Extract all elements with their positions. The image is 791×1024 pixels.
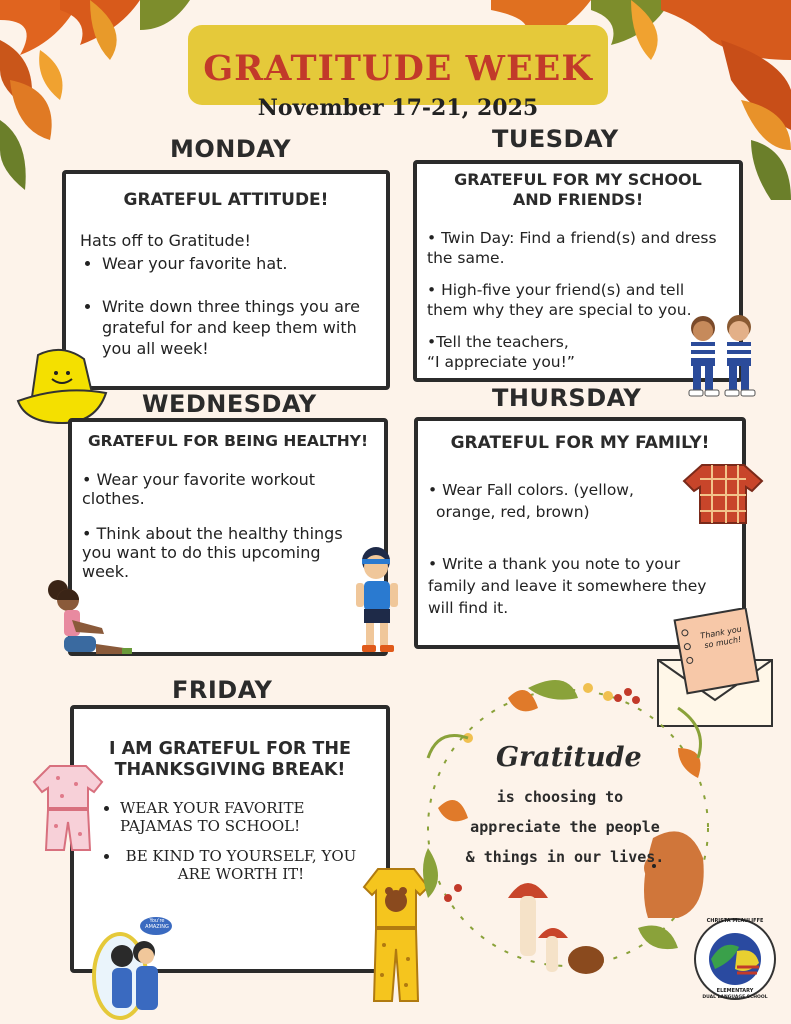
mirror-speech-bubble: You're AMAZING [145, 918, 169, 930]
thursday-label: THURSDAY [492, 384, 642, 412]
page-dates: November 17-21, 2025 [257, 95, 539, 121]
wednesday-heading: GRATEFUL FOR BEING HEALTHY! [87, 432, 369, 450]
monday-item-2: • Write down three things you are grateful for and keep them with you all week! [102, 296, 372, 359]
quote-line-1: is choosing to [496, 788, 624, 806]
friday-heading: I AM GRATEFUL FOR THE THANKSGIVING BREAK! [109, 739, 351, 780]
tuesday-label: TUESDAY [492, 125, 619, 153]
friday-label: FRIDAY [172, 676, 273, 704]
tuesday-item-2: • High-five your friend(s) and tell them why they are special to you. [427, 281, 692, 319]
monday-intro: Hats off to Gratitude! [80, 231, 251, 250]
tuesday-heading: GRATEFUL FOR MY SCHOOL AND FRIENDS! [454, 170, 702, 209]
quote-line-2: appreciate the people [470, 818, 660, 836]
girl-sitting-icon [42, 578, 134, 658]
page-title: GRATITUDE WEEK [203, 48, 593, 89]
boy-athlete-icon [350, 545, 408, 657]
monday-label: MONDAY [170, 135, 291, 163]
monday-box [62, 170, 390, 390]
thursday-item-2: orange, red, brown) [436, 503, 590, 521]
thursday-item-3: • Write a thank you note to your family and leave it somewhere they will find it. [428, 555, 707, 617]
plaid-shirt-icon [682, 461, 764, 525]
monday-item-1: • Wear your favorite hat. [102, 253, 372, 274]
wednesday-label: WEDNESDAY [142, 390, 317, 418]
quote-line-3: & things in our lives. [465, 848, 665, 866]
friday-item-1: • WEAR YOUR FAVORITE PAJAMAS TO SCHOOL! [120, 799, 362, 835]
wednesday-item-1: • Wear your favorite workout clothes. [82, 470, 316, 508]
quote-title: Gratitude [496, 742, 642, 773]
tuesday-item-3: •Tell the teachers, [427, 333, 569, 351]
monday-heading: GRATEFUL ATTITUDE! [123, 190, 329, 210]
school-logo-bottom: DUAL LANGUAGE SCHOOL [702, 995, 768, 1000]
mirror-girl-icon [90, 916, 172, 1020]
tuesday-item-4: “I appreciate you!” [427, 353, 575, 371]
thursday-heading: GRATEFUL FOR MY FAMILY! [450, 433, 710, 453]
pink-pajamas-icon [32, 762, 104, 852]
thank-you-note-text: Thank you so much! [699, 624, 743, 651]
tuesday-item-1: • Twin Day: Find a friend(s) and dress the same. [427, 229, 717, 267]
bucket-hat-icon [16, 345, 108, 425]
twin-friends-icon [683, 312, 765, 398]
friday-item-2: • BE KIND TO YOURSELF, YOU ARE WORTH IT! [120, 847, 362, 883]
school-logo-top: CHRISTA McAULIFFE [706, 918, 764, 924]
wednesday-item-2: • Think about the healthy things you want to do this upcoming week. [82, 524, 343, 581]
school-logo-mid: ELEMENTARY [716, 988, 754, 994]
thursday-item-1: • Wear Fall colors. (yellow, [428, 481, 634, 499]
